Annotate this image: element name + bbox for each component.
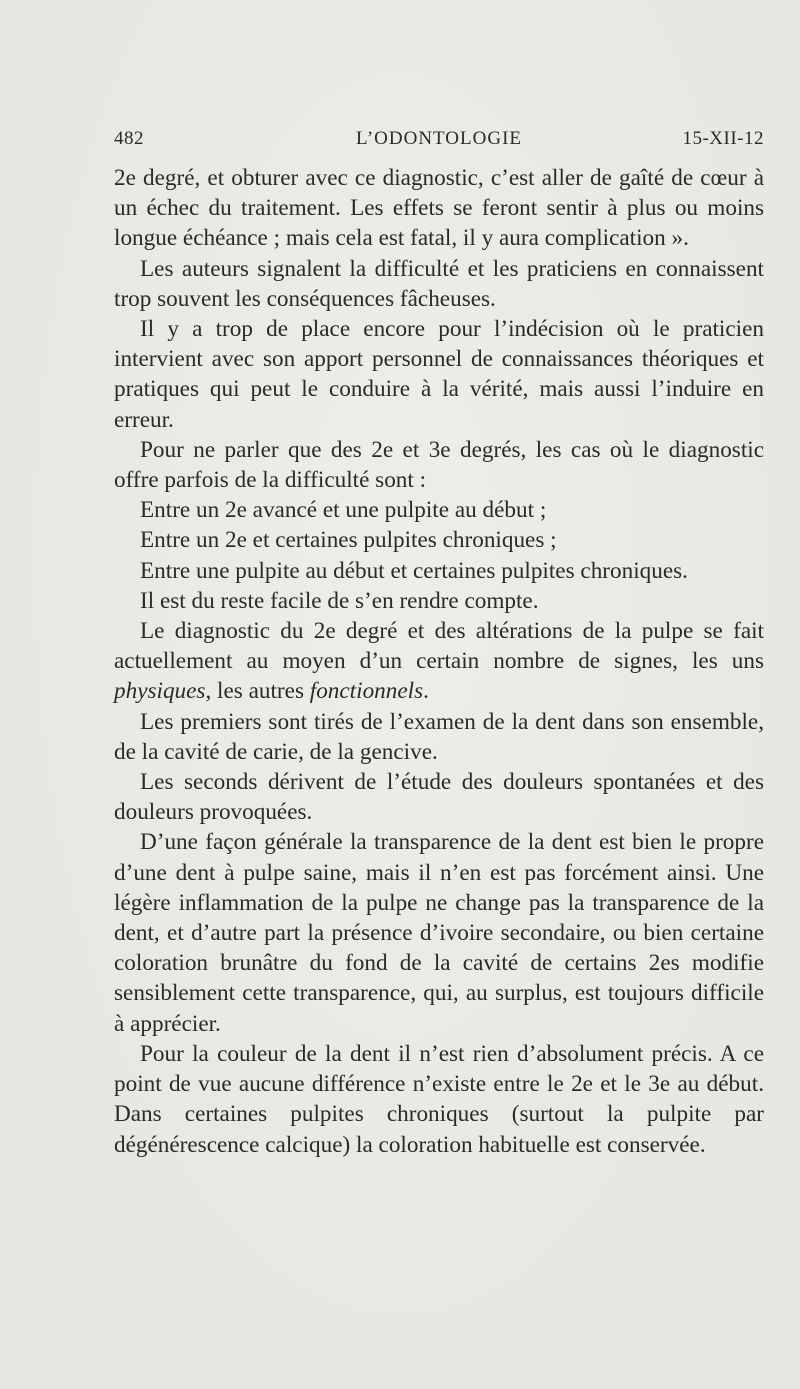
issue-date: 15-XII-12 (682, 128, 764, 149)
paragraph-continued: 2e degré, et obturer avec ce diagnostic, c’est aller de gaîté de cœur à un échec du traitement. Les effets se feront sentir à plus ou moins longue échéance ; mais cela est fatal, il y aura complication ». (114, 165, 764, 252)
running-title: L’ODONTOLOGIE (355, 128, 523, 149)
paragraph: Il y a trop de place encore pour l’indécision où le praticien intervient avec son apport personnel de connaissances théoriques et pratiques qui peut le conduire à la vérité, mais aussi l’induire en erreur. (114, 316, 764, 433)
paragraph: D’une façon générale la transparence de la dent est bien le propre d’une dent à pulpe saine, mais il n’en est pas forcément ainsi. Une légère inflammation de la pulpe ne change pas la transparence de la dent, et d’autre part la présence d’ivoire secondaire, ou bien certaine coloration brunâtre du fond de la cavité de certains 2es modifie sensiblement cette transparence, qui, au surplus, est toujours difficile à apprécier. (114, 829, 764, 1037)
text-segment: . (423, 678, 429, 705)
paragraph: Entre une pulpite au début et certaines pulpites chroniques. (140, 557, 688, 584)
paragraph: Les auteurs signalent la difficulté et les praticiens en connaissent trop souvent les conséquences fâcheuses. (114, 255, 764, 312)
paragraph: Pour ne parler que des 2e et 3e degrés, les cas où le diagnostic offre parfois de la difficulté sont : (114, 436, 764, 494)
paragraph: Entre un 2e et certaines pulpites chroniques ; (140, 527, 557, 554)
body-text (114, 163, 764, 1160)
text-segment: Le diagnostic du 2e degré et des altérations de la pulpe se fait actuellement au moyen d’un certain nombre de signes, les uns (114, 618, 764, 675)
paragraph: Il est du reste facile de s’en rendre compte. (140, 587, 539, 614)
paragraph: Les premiers sont tirés de l’examen de la dent dans son ensemble, de la cavité de carie, de la gencive. (114, 708, 764, 765)
italic-term-fonctionnels: fonctionnels (309, 678, 424, 705)
paragraph-signs (114, 616, 764, 707)
italic-term-physiques: physiques (114, 678, 206, 705)
page-number: 482 (114, 128, 144, 149)
paragraph: Pour la couleur de la dent il n’est rien d’absolument précis. A ce point de vue aucune différence n’existe entre le 2e et le 3e au début. Dans certaines pulpites chroniques (surtout la pulpite par dégénérescence calcique) la coloration habituelle est conservée. (114, 1040, 764, 1158)
page-header (114, 128, 764, 158)
paragraph: Entre un 2e avancé et une pulpite au début ; (140, 497, 547, 524)
paragraph: Les seconds dérivent de l’étude des douleurs spontanées et des douleurs provoquées. (114, 769, 764, 826)
text-segment: , les autres (205, 678, 310, 705)
